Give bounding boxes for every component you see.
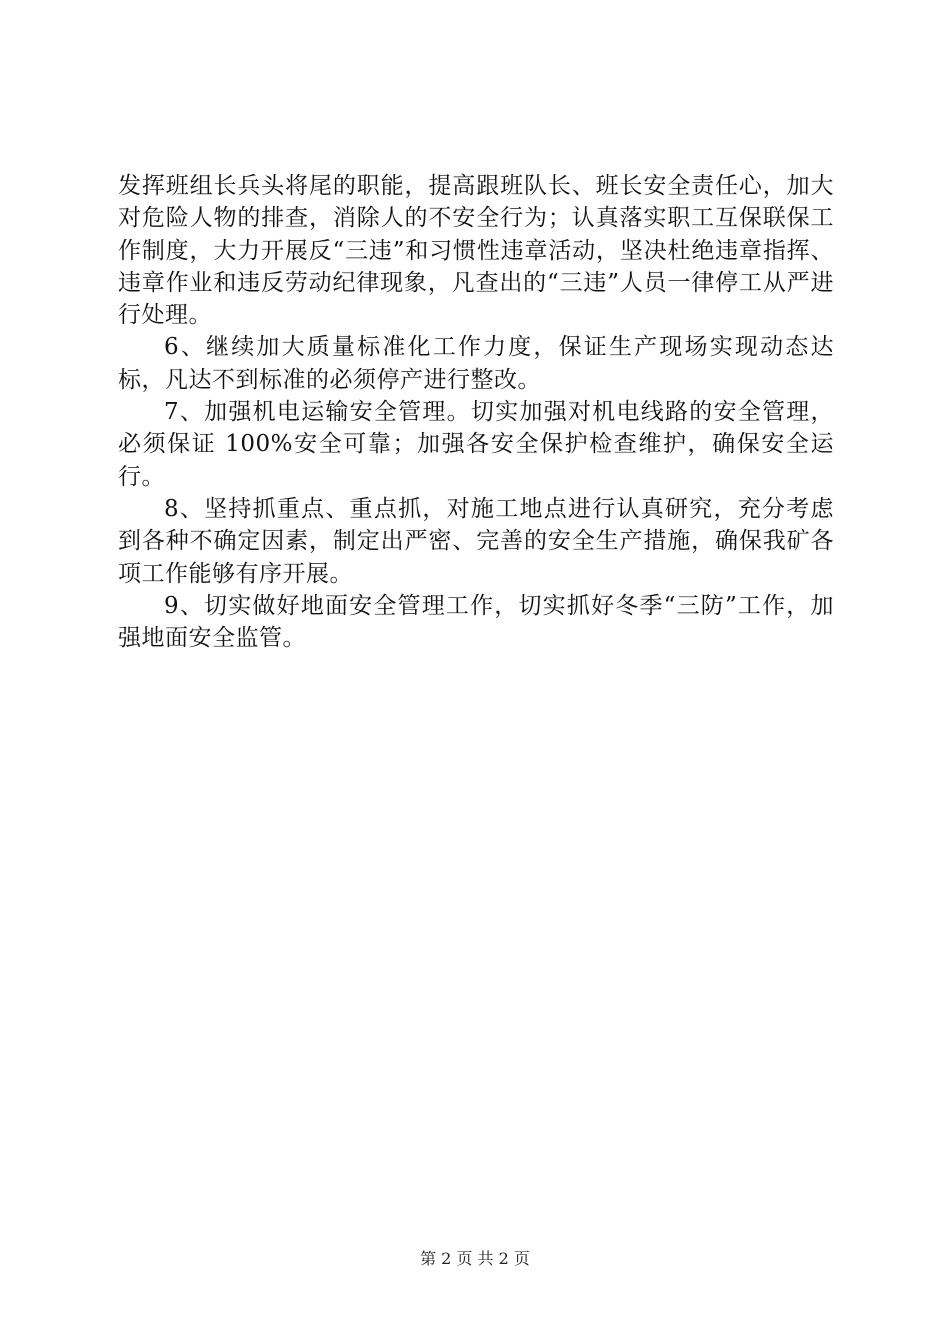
page-footer: 第 2 页 共 2 页 xyxy=(420,1249,530,1268)
paragraph-continuation: 发挥班组长兵头将尾的职能，提高跟班队长、班长安全责任心，加大对危险人物的排查，消除人的不安全行为；认真落实职工互保联保工作制度，大力开展反“三违”和习惯性违章活动，坚决杜绝违章指挥、违章作业和违反劳动纪律现象，凡查出的“三违”人员一律停工从严进行处理。 xyxy=(118,173,834,329)
paragraph-item-8: 8、坚持抓重点、重点抓，对施工地点进行认真研究，充分考虑到各种不确定因素，制定出严密、完善的安全生产措施，确保我矿各项工作能够有序开展。 xyxy=(118,495,834,587)
paragraph-item-6: 6、继续加大质量标准化工作力度，保证生产现场实现动态达标，凡达不到标准的必须停产进行整改。 xyxy=(118,334,834,393)
document-body xyxy=(118,170,834,654)
paragraph-item-9: 9、切实做好地面安全管理工作，切实抓好冬季“三防”工作，加强地面安全监管。 xyxy=(118,592,834,652)
paragraph-item-7: 7、加强机电运输安全管理。切实加强对机电线路的安全管理，必须保证 100%安全可靠；加强各安全保护检查维护，确保安全运行。 xyxy=(118,399,834,490)
